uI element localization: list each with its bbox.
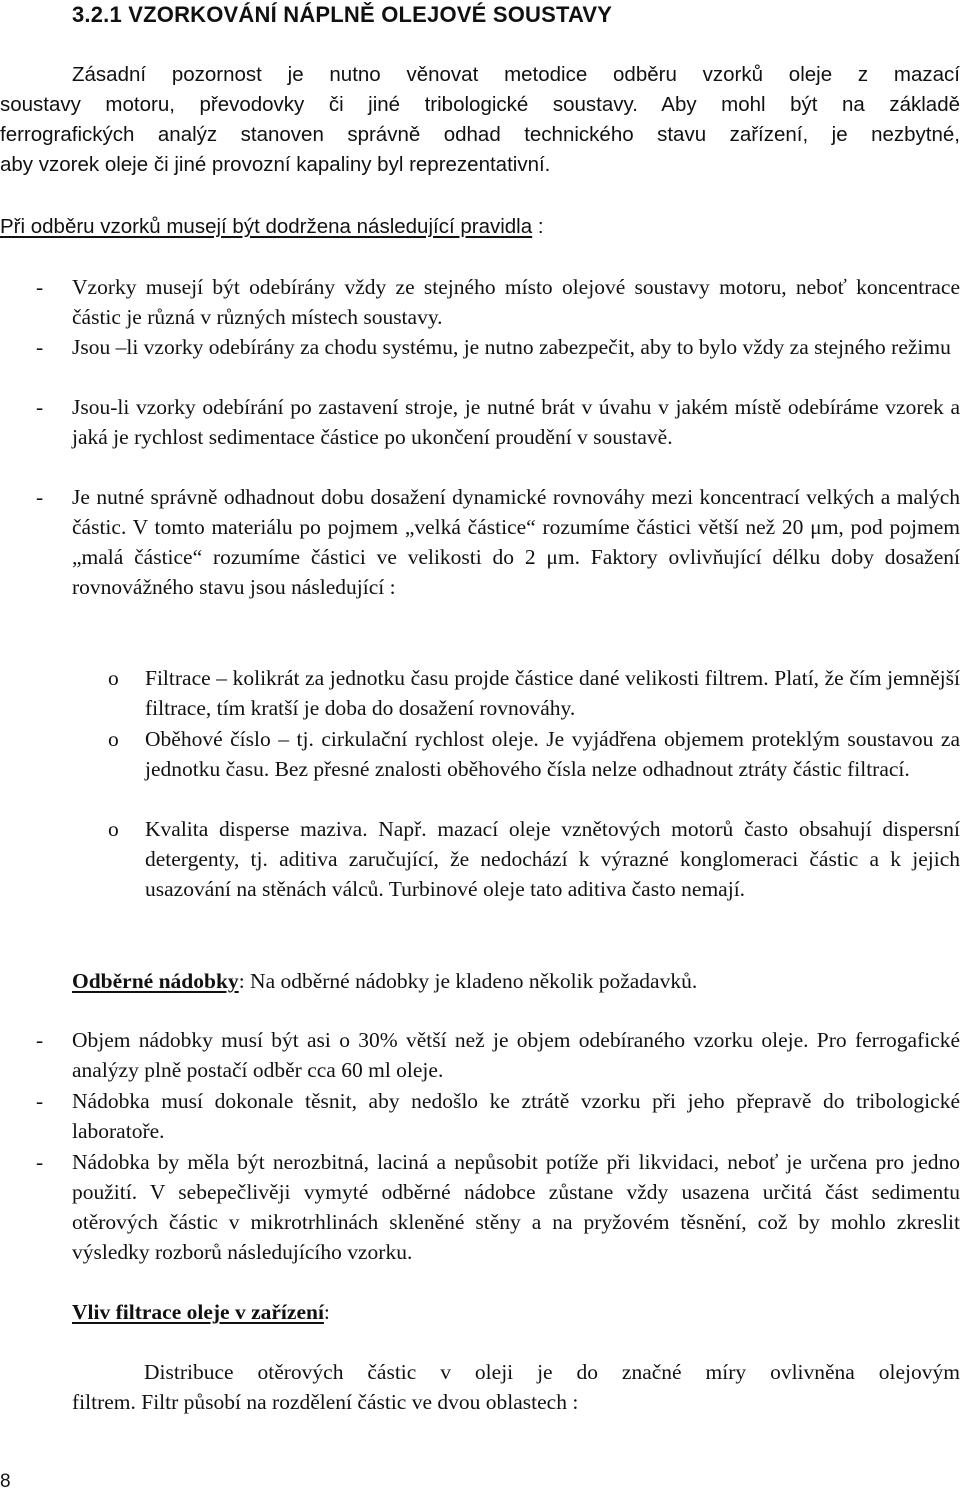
- factor-text-1: Filtrace – kolikrát za jednotku času projde částice dané velikosti filtrem. Platí, že čím jemnější filtrace, tím kratší je doba do dosažení rovnováhy.: [145, 666, 960, 720]
- intro-line-4: aby vzorek oleje či jiné provozní kapaliny byl reprezentativní.: [0, 153, 551, 176]
- containers-text: : Na odběrné nádobky je kladeno několik požadavků.: [238, 969, 698, 993]
- factor-text-3: Kvalita disperse maziva. Např. mazací oleje vznětových motorů často obsahují dispersní detergenty, tj. aditiva zaručující, že nedochází k výrazné konglomeraci částic a k jejich usazování na stěnách válců. Turbinové oleje tato aditiva často nemají.: [145, 817, 960, 901]
- rule-text-1: Vzorky musejí být odebírány vždy ze stejného místo olejové soustavy motoru, neboť koncentrace částic je různá v různých místech soustavy.: [72, 275, 960, 329]
- page-number: 8: [0, 1471, 11, 1492]
- rule-text-4: Je nutné správně odhadnout dobu dosažení dynamické rovnováhy mezi koncentrací velkých a malých částic. V tomto materiálu po pojmem „velká částice“ rozumíme částici větší než 20 μm, pod pojmem „malá částice“ rozumíme částici ve velikosti do 2 μm. Faktory ovlivňující délku doby dosažení rovnovážného stavu jsou následující :: [72, 485, 960, 599]
- filtration-line-1: Distribuce otěrových částic v oleji je do značné míry ovlivněna olejovým: [144, 1360, 960, 1384]
- list-dash: -: [36, 1089, 44, 1113]
- intro-line-3: ferrografických analýz stanoven správně odhad technického stavu zařízení, je nezbytné,: [0, 123, 960, 146]
- filtration-paragraph: [72, 1357, 960, 1417]
- containers-label: Odběrné nádobky: [72, 969, 239, 993]
- intro-line-1: Zásadní pozornost je nutno věnovat metodice odběru vzorků oleje z mazací: [72, 63, 960, 86]
- list-dash: -: [36, 395, 44, 419]
- list-bullet-o: o: [108, 666, 119, 690]
- intro-line-2: soustavy motoru, převodovky či jiné tribologické soustavy. Aby mohl být na základě: [0, 93, 960, 116]
- list-bullet-o: o: [108, 817, 119, 841]
- container-rule-text-3: Nádobka by měla být nerozbitná, laciná a nepůsobit potíže při likvidaci, neboť je určena pro jedno použití. V sebepečlivěji vymyté odběrné nádobce zůstane vždy usazena určitá část sedimentu otěrových částic v mikrotrhlinách skleněné stěny a na pryžovém těsnění, což by mohlo zkreslit výsledky rozborů následujícího vzorku.: [72, 1150, 960, 1264]
- filtration-heading: [72, 1297, 960, 1327]
- section-heading: 3.2.1 VZORKOVÁNÍ NÁPLNĚ OLEJOVÉ SOUSTAVY: [72, 2, 613, 27]
- filtration-colon: :: [323, 1300, 330, 1324]
- rule-text-2: Jsou –li vzorky odebírány za chodu systému, je nutno zabezpečit, aby to bylo vždy za stejného režimu: [72, 335, 951, 359]
- filtration-line-2: filtrem. Filtr působí na rozdělení částic ve dvou oblastech :: [72, 1390, 579, 1414]
- container-rule-text-1: Objem nádobky musí být asi o 30% větší než je objem odebíraného vzorku oleje. Pro ferrogafické analýzy plně postačí odběr cca 60 ml oleje.: [72, 1028, 960, 1082]
- containers-heading: [72, 966, 960, 996]
- rules-heading: [0, 212, 960, 242]
- list-dash: -: [36, 1150, 44, 1174]
- list-bullet-o: o: [108, 727, 119, 751]
- container-rule-text-2: Nádobka musí dokonale těsnit, aby nedošlo ke ztrátě vzorku při jeho přepravě do tribologické laboratoře.: [72, 1089, 960, 1143]
- list-dash: -: [36, 485, 44, 509]
- rules-heading-colon: :: [532, 215, 544, 238]
- list-dash: -: [36, 275, 44, 299]
- factor-text-2: Oběhové číslo – tj. cirkulační rychlost oleje. Je vyjádřena objemem proteklým soustavou za jednotku času. Bez přesné znalosti oběhového čísla nelze odhadnout ztráty částic filtrací.: [145, 727, 960, 781]
- rule-text-3: Jsou-li vzorky odebírání po zastavení stroje, je nutné brát v úvahu v jakém místě odebíráme vzorek a jaká je rychlost sedimentace částice po ukončení proudění v soustavě.: [72, 395, 960, 449]
- rules-heading-text: Při odběru vzorků musejí být dodržena následující pravidla: [0, 215, 533, 238]
- intro-paragraph: [0, 60, 960, 180]
- filtration-label: Vliv filtrace oleje v zařízení: [72, 1300, 324, 1324]
- list-dash: -: [36, 335, 44, 359]
- list-dash: -: [36, 1028, 44, 1052]
